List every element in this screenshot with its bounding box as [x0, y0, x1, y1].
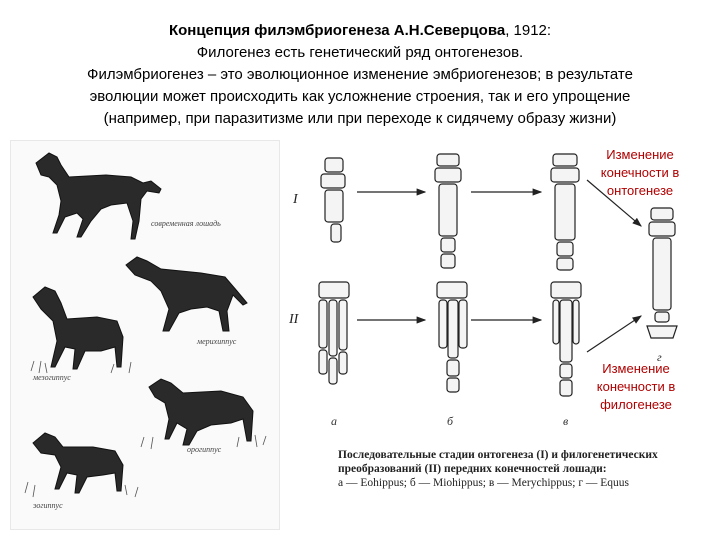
merychippus-figure: [126, 257, 247, 331]
horses-drawing: [11, 141, 279, 529]
header-line-2: Филогенез есть генетический ряд онтогенезов.: [196, 44, 524, 61]
row1-bone-g: [647, 208, 677, 338]
row1-bone-v: [551, 154, 579, 270]
column-letter-g: г: [657, 350, 662, 364]
annotation-phylogenesis: Изменение конечности в филогенезе: [596, 361, 676, 412]
label-eohippus: эогиппус: [33, 501, 63, 510]
column-letter-a: а: [331, 414, 337, 428]
row1-bone-b: [435, 154, 461, 268]
arrow-to-equus-bottom: [587, 316, 641, 352]
header-title: Концепция филэмбриогенеза А.Н.Северцова, 1912:: [168, 22, 552, 39]
header-line-5: (например, при паразитизме или при переходе к сидячему образу жизни): [103, 110, 617, 127]
row2-bone-b: [437, 282, 467, 392]
eohippus-figure: [33, 433, 123, 493]
horse-evolution-illustration: [10, 140, 280, 530]
row2-bone-v: [551, 282, 581, 396]
mesohippus-figure: [33, 287, 123, 369]
modern-horse-figure: [36, 153, 161, 239]
row-label-2: II: [289, 312, 299, 327]
column-letter-v: в: [563, 414, 569, 428]
orohippus-figure: [149, 379, 253, 445]
header-line-4: эволюции может происходить как усложнение строения, так и его упрощение: [89, 88, 631, 105]
header: [0, 20, 720, 130]
annotation-ontogenesis: Изменение конечности в онтогенезе: [600, 147, 680, 198]
figure-caption: Последовательные стадии онтогенеза (I) и филогенетических преобразований (II) передних конечностей лошади: а — Eohippus; б — Miohippus; в — Merychippus; г — Equus: [338, 449, 658, 489]
label-orohippus: орогиппус: [187, 445, 222, 454]
header-line-3: Филэмбриогенез – это эволюционное изменение эмбриогенезов; в результате: [87, 66, 633, 83]
row1-bone-a: [321, 158, 345, 242]
label-mesohippus: мезогиппус: [33, 373, 71, 382]
label-merychippus: мерихиппус: [197, 337, 237, 346]
label-modern-horse: современная лошадь: [151, 219, 221, 228]
row-label-1: I: [293, 192, 298, 207]
column-letter-b: б: [447, 414, 454, 428]
row2-bone-a: [319, 282, 349, 384]
